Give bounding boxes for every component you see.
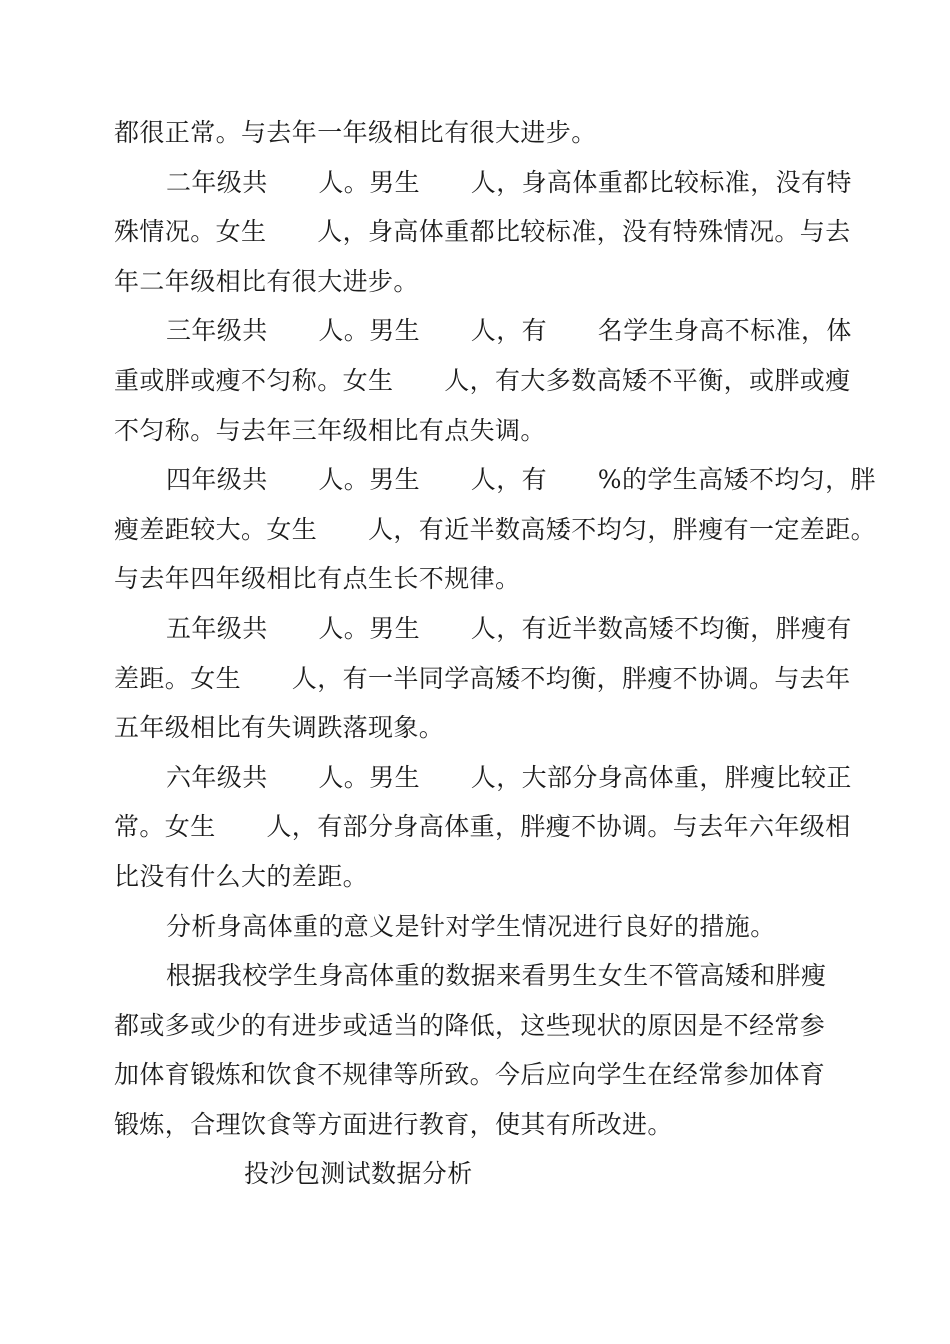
text-line: 殊情况。女生 人，身高体重都比较标准，没有特殊情况。与去 xyxy=(114,217,851,247)
section-heading xyxy=(114,1149,838,1199)
text-line: 年二年级相比有很大进步。 xyxy=(114,266,419,296)
text-line: 根据我校学生身高体重的数据来看男生女生不管高矮和胖瘦 xyxy=(166,961,827,991)
text-line: 锻炼，合理饮食等方面进行教育，使其有所改进。 xyxy=(114,1109,673,1139)
text-line: 六年级共 人。男生 人，大部分身高体重，胖瘦比较正 xyxy=(166,762,852,792)
paragraph-conclusion xyxy=(114,951,838,1149)
section-heading-text: 投沙包测试数据分析 xyxy=(244,1159,473,1189)
document-body xyxy=(114,108,877,1199)
text-line: 四年级共 人。男生 人，有 %的学生高矮不均匀，胖 xyxy=(166,465,876,495)
text-line: 都很正常。与去年一年级相比有很大进步。 xyxy=(114,118,597,147)
text-line: 三年级共 人。男生 人，有 名学生身高不标准，体 xyxy=(166,316,852,346)
text-line: 五年级共 人。男生 人，有近半数高矮不均衡，胖瘦有 xyxy=(166,613,852,643)
text-line: 加体育锻炼和饮食不规律等所致。今后应向学生在经常参加体育 xyxy=(114,1060,826,1090)
text-line: 五年级相比有失调跌落现象。 xyxy=(114,713,445,743)
text-line: 比没有什么大的差距。 xyxy=(114,861,369,891)
paragraph-grade-6 xyxy=(114,753,852,902)
paragraph-significance xyxy=(114,902,838,952)
paragraph-grade-5 xyxy=(114,604,852,753)
text-line: 二年级共 人。男生 人，身高体重都比较标准，没有特 xyxy=(166,167,852,197)
text-line: 都或多或少的有进步或适当的降低，这些现状的原因是不经常参 xyxy=(114,1010,826,1040)
text-line: 常。女生 人，有部分身高体重，胖瘦不协调。与去年六年级相 xyxy=(114,812,851,842)
paragraph-grade-2 xyxy=(114,158,852,307)
paragraph-continuation xyxy=(114,108,838,158)
text-line: 重或胖或瘦不匀称。女生 人，有大多数高矮不平衡，或胖或瘦 xyxy=(114,365,851,395)
text-line: 不匀称。与去年三年级相比有点失调。 xyxy=(114,415,546,445)
paragraph-grade-4 xyxy=(114,455,877,604)
text-line: 与去年四年级相比有点生长不规律。 xyxy=(114,564,521,594)
text-line: 差距。女生 人，有一半同学高矮不均衡，胖瘦不协调。与去年 xyxy=(114,663,851,693)
text-line: 分析身高体重的意义是针对学生情况进行良好的措施。 xyxy=(166,911,776,941)
text-line: 瘦差距较大。女生 人，有近半数高矮不均匀，胖瘦有一定差距。 xyxy=(114,514,877,544)
paragraph-grade-3 xyxy=(114,306,852,455)
